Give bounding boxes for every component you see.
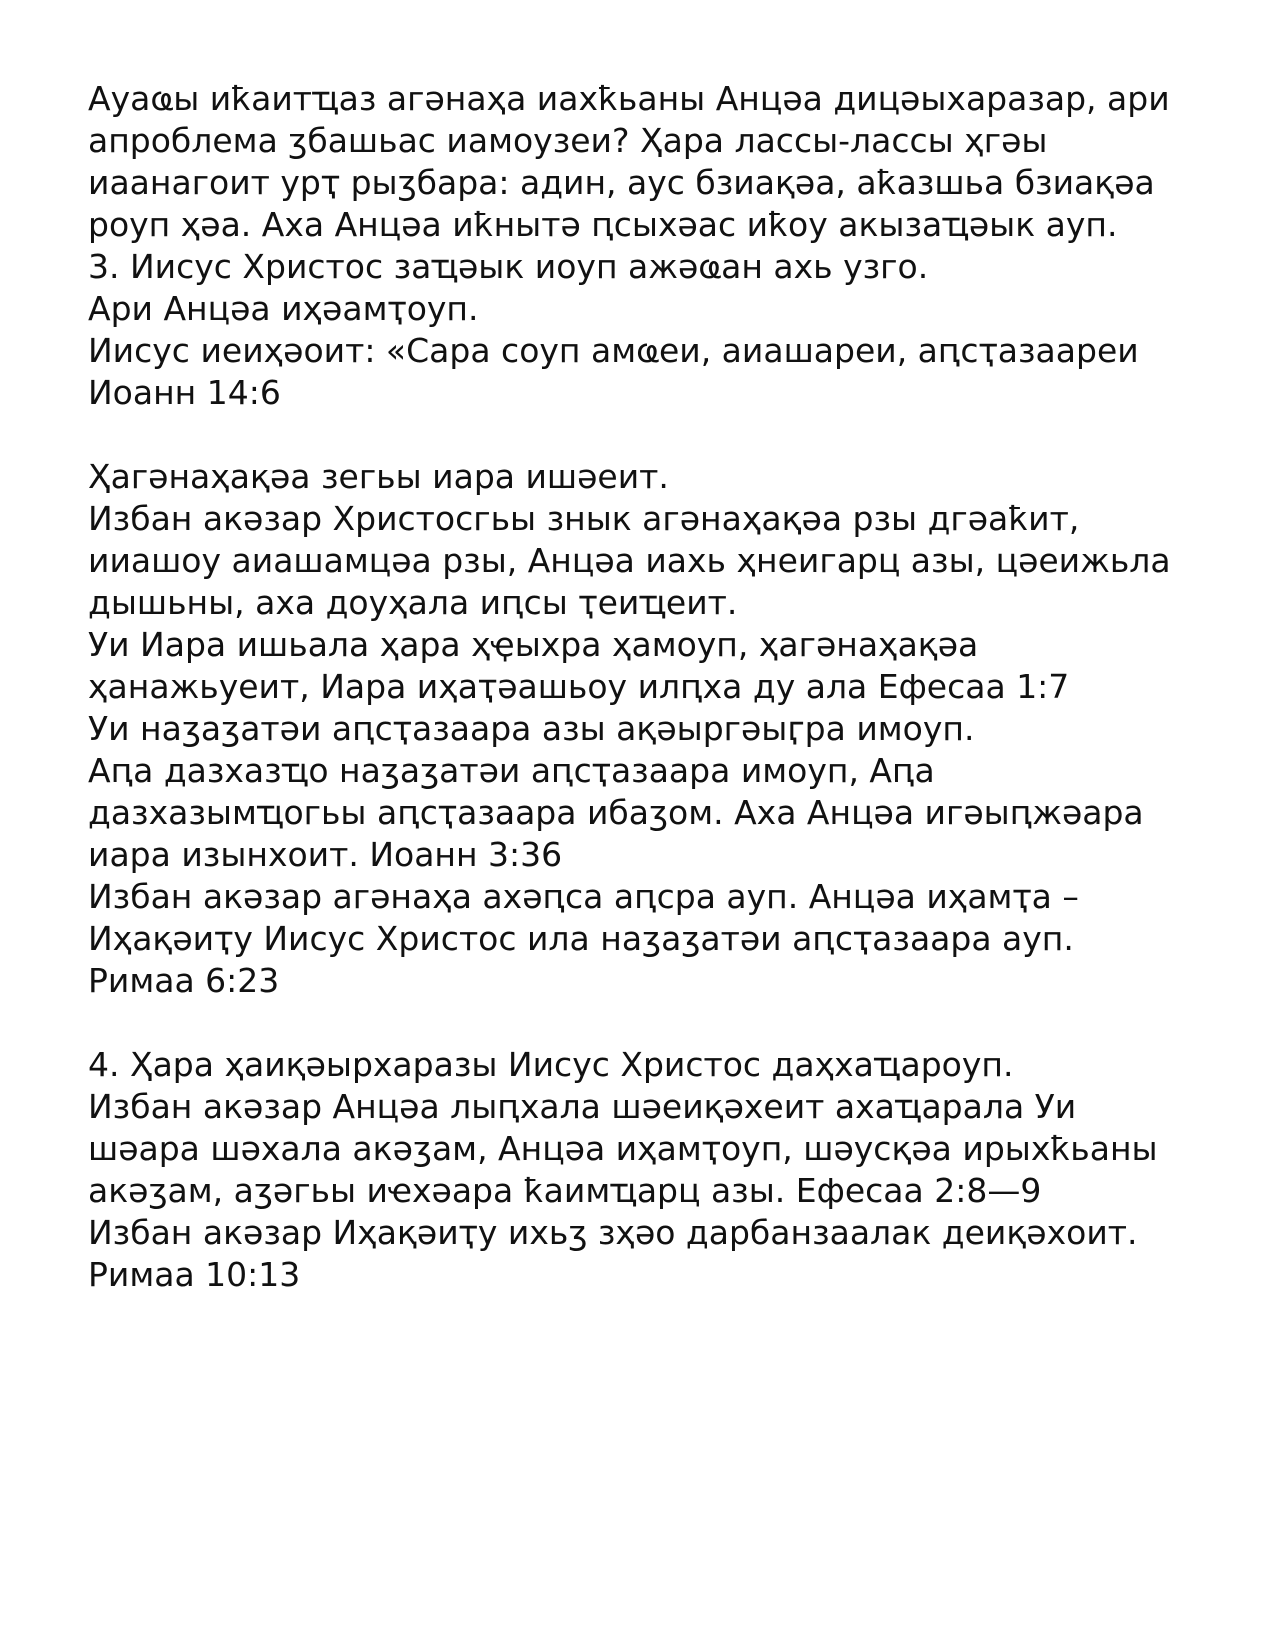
text-line: Уи наӡаӡатәи аԥсҭазаара азы ақәыргәыӷра имоуп. <box>88 709 975 748</box>
text-line: Избан акәзар агәнаҳа ахәԥса аԥсра ауп. Анцәа иҳамҭа – <box>88 877 1079 916</box>
text-line: акәӡам, аӡәгьы иҽхәара ҟаимҵарц азы. Ефесаа 2:8—9 <box>88 1171 1042 1210</box>
text-line: иаанагоит урҭ рыӡбара: адин, аус бзиақәа, аҟазшьа бзиақәа <box>88 163 1155 202</box>
text-line: Ари Анцәа иҳәамҭоуп. <box>88 289 479 328</box>
text-line: Избан акәзар Христосгьы знык агәнаҳақәа рзы дгәаҟит, <box>88 499 1080 538</box>
paragraph-gap <box>88 414 1238 456</box>
section-heading-4: 4. Ҳара ҳаиқәырхаразы Иисус Христос даҳхаҵароуп. <box>88 1045 1014 1084</box>
text-line: ииашоу аиашамцәа рзы, Анцәа иахь ҳнеигарц азы, цәеижьла <box>88 541 1171 580</box>
paragraph-1 <box>88 78 1238 414</box>
paragraph-3 <box>88 1044 1238 1296</box>
text-line: иара изынхоит. Иоанн 3:36 <box>88 835 563 874</box>
text-line: дышьны, аха доуҳала иԥсы ҭеиҵеит. <box>88 583 738 622</box>
text-line: Избан акәзар Иҳақәиҭу ихьӡ зҳәо дарбанзаалак деиқәхоит. <box>88 1213 1138 1252</box>
scripture-reference: Римаа 10:13 <box>88 1255 301 1294</box>
paragraph-gap <box>88 1002 1238 1044</box>
text-line: дазхазымҵогьы аԥсҭазаара ибаӡом. Аха Анцәа игәыԥжәара <box>88 793 1144 832</box>
text-line: Избан акәзар Анцәа лыԥхала шәеиқәхеит ахаҵарала Уи <box>88 1087 1077 1126</box>
text-line: ҳанажьуеит, Иара иҳаҭәашьоу илԥха ду ала Ефесаа 1:7 <box>88 667 1070 706</box>
paragraph-2 <box>88 456 1238 1002</box>
text-line: Иҳақәиҭу Иисус Христос ила наӡаӡатәи аԥсҭазаара ауп. <box>88 919 1074 958</box>
document-page <box>88 78 1238 1296</box>
text-line: Уи Иара ишьала ҳара ҳҿыхра ҳамоуп, ҳагәнаҳақәа <box>88 625 979 664</box>
scripture-reference: Иоанн 14:6 <box>88 373 281 412</box>
text-line: роуп ҳәа. Аха Анцәа иҟнытә ԥсыхәас иҟоу акызаҵәык ауп. <box>88 205 1118 244</box>
text-line: апроблема ӡбашьас иамоузеи? Ҳара лассы-лассы ҳгәы <box>88 121 1048 160</box>
text-line: Ҳагәнаҳақәа зегьы иара ишәеит. <box>88 457 669 496</box>
section-heading-3: 3. Иисус Христос заҵәык иоуп ажәҩан ахь узго. <box>88 247 929 286</box>
scripture-reference: Римаа 6:23 <box>88 961 280 1000</box>
text-line: шәара шәхала акәӡам, Анцәа иҳамҭоуп, шәусқәа ирыхҟьаны <box>88 1129 1158 1168</box>
text-line: Аԥа дазхазҵо наӡаӡатәи аԥсҭазаара имоуп, Аԥа <box>88 751 935 790</box>
text-line: Иисус иеиҳәоит: «Сара соуп амҩеи, аиашареи, аԥсҭазаареи <box>88 331 1139 370</box>
text-line: Ауаҩы иҟаитҵаз агәнаҳа иахҟьаны Анцәа дицәыхаразар, ари <box>88 79 1170 118</box>
